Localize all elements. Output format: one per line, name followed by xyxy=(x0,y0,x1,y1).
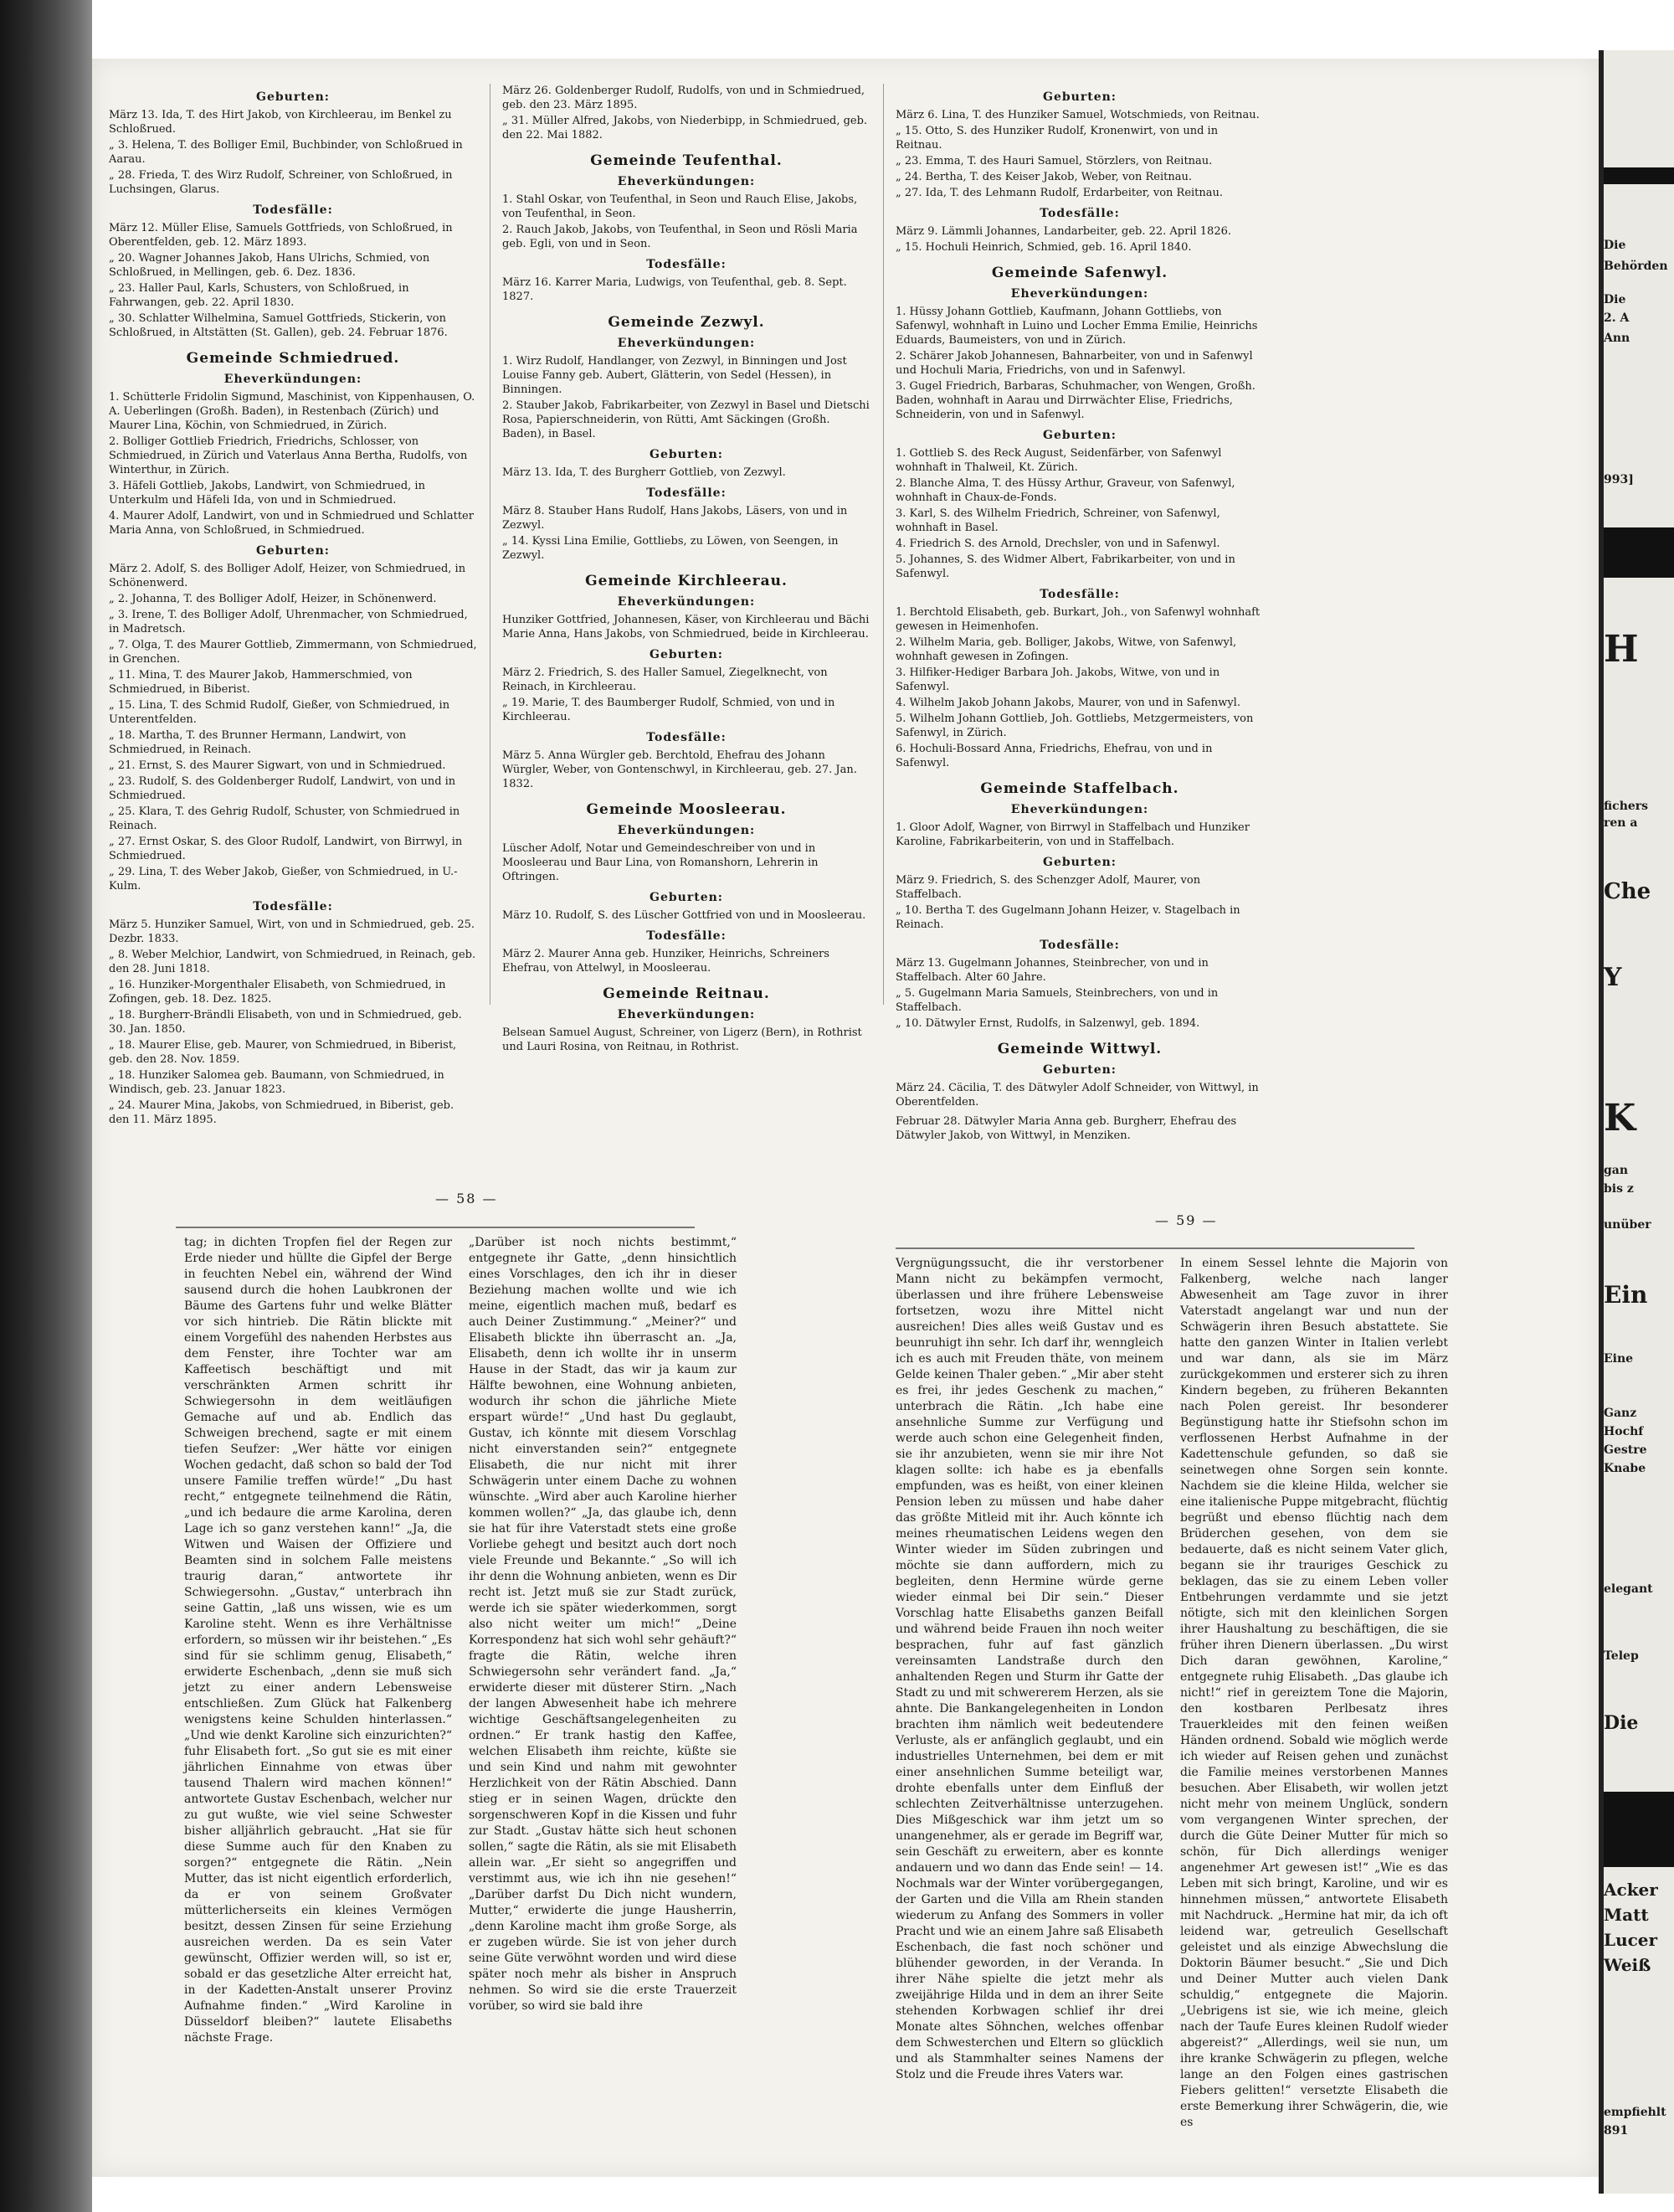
register-entry: 6. Hochuli-Bossard Anna, Friedrichs, Ehefrau, von und in Safenwyl. xyxy=(896,743,1213,769)
rule-right xyxy=(896,1247,1415,1249)
section-label: Todesfälle: xyxy=(1040,207,1120,220)
gemeinde-heading: Gemeinde Wittwyl. xyxy=(997,1041,1163,1057)
book-binding xyxy=(0,0,92,2212)
section-label: Eheverkündungen: xyxy=(223,373,362,386)
gemeinde-heading: Gemeinde Zezwyl. xyxy=(608,314,765,331)
strip-text: Hochf xyxy=(1604,1425,1644,1438)
register-entry: „ 18. Hunziker Salomea geb. Baumann, von Schmiedrued, in Windisch, geb. 23. Januar 1823. xyxy=(109,1069,444,1096)
register-entry: März 16. Karrer Maria, Ludwigs, von Teufenthal, geb. 8. Sept. 1827. xyxy=(502,276,847,303)
gemeinde-heading: Gemeinde Moosleerau. xyxy=(586,801,787,818)
register-entry: 4. Friedrich S. des Arnold, Drechsler, von und in Safenwyl. xyxy=(896,538,1220,550)
register-entry: „ 5. Gugelmann Maria Samuels, Steinbrechers, von und in Staffelbach. xyxy=(896,987,1219,1014)
register-entry: Belsean Samuel August, Schreiner, von Ligerz (Bern), in Rothrist und Lauri Rosina, von Reitnau, in Rothrist. xyxy=(502,1026,862,1053)
strip-text: 993] xyxy=(1604,473,1634,486)
entry-list xyxy=(502,354,870,441)
section-label: Todesfälle: xyxy=(646,929,727,943)
register-entry: „ 20. Wagner Johannes Jakob, Hans Ulrichs, Schmied, von Schloßrued, in Mellingen, geb. 6. Dez. 1836. xyxy=(109,252,430,279)
register-entry: „ 25. Klara, T. des Gehrig Rudolf, Schuster, von Schmiedrued in Reinach. xyxy=(109,805,460,832)
section-label: Geburten: xyxy=(1043,429,1117,442)
register-entry: „ 7. Olga, T. des Maurer Gottlieb, Zimmermann, von Schmiedrued, in Grenchen. xyxy=(109,639,477,666)
register-entry: Februar 28. Dätwyler Maria Anna geb. Burgherr, Ehefrau des Dätwyler Jakob, von Wittwyl, in Menziken. xyxy=(896,1115,1237,1142)
newspaper-page xyxy=(92,59,1599,2177)
register-entry: März 5. Anna Würgler geb. Berchtold, Ehefrau des Johann Würgler, Weber, von Gontenschwyl, in Kirchleerau, geb. 27. Jan. 1832. xyxy=(502,749,857,790)
register-entry: März 13. Ida, T. des Hirt Jakob, von Kirchleerau, im Benkel zu Schloßrued. xyxy=(109,109,452,136)
entry-list xyxy=(109,390,477,538)
register-entry: 1. Wirz Rudolf, Handlanger, von Zezwyl, in Binningen und Jost Louise Fanny geb. Aubert, Glätterin, von Sedel (Hessen), in Binningen. xyxy=(502,355,847,396)
register-column-3 xyxy=(896,84,1264,1145)
story-column-c: Vergnügungssucht, die ihr verstorbener Mann nicht zu bekämpfen vermocht, überlassen und ihre frühere Lebensweise fortsetzen, wozu ihre Mittel nicht ausreichen! Dies alles weiß Gustav und es beunruhigt ihn sehr. Ich darf ihr, wenngleich ich es auch mit Freuden thäte, von meinem Gelde keinen Thaler geben.“ „Mir aber steht es frei, ihr jedes Geschenk zu machen,“ unterbrach die Rätin. „Ich habe eine ansehnliche Summe zur Verfügung und werde auch schon eine Gelegenheit finden, sie ihr anzubieten, wenn sie mir ihre Not klagen sollte: ich habe es ja ebenfalls empfunden, was es heißt, von einer kleinen Pension leben zu müssen und habe daher das größte Mitleid mit ihr. Auch könnte ich meines rheumatischen Leidens wegen den Winter wieder im Süden zubringen und möchte sie dann auffordern, mich zu begleiten, denn Hermine würde gerne wieder einmal bei Dir sein.“ Dieser Vorschlag hatte Elisabeths ganzen Beifall und während beide Frauen ihn noch weiter besprachen, fuhr auf fast gänzlich vereinsamten Landstraße durch den anhaltenden Regen und Sturm ihr Gatte der Stadt zu und mit schwererem Herzen, als sie ahnte. Die Bankangelegenheiten in London brachten ihm nämlich weit bedeutendere Verluste, als er anfänglich geglaubt, und ein industrielles Unternehmen, bei dem er mit einer ansehnlichen Summe beteiligt war, drohte ebenfalls unter dem Einfluß der schlechten Zeitverhältnisse unterzugehen. Dies Mißgeschick war ihm jetzt um so unangenehmer, als er gerade im Begriff war, sein Geschäft zu erweitern, aber es konnte andauern und wo dann das Ende sein! — 14. Nochmals war der Winter vorübergegangen, der Garten und die Villa am Rhein standen wiederum zu Anfang des Sommers in voller Pracht und wie an einem Jahre saß Elisabeth Eschenbach, die fast noch schöner und blühender geworden, in der Veranda. In ihrer Nähe spielte die jetzt mehr als zweijährige Hilda und in dem an ihrer Seite stehenden Korbwagen schlief ihr drei Monate altes Söhnchen, welches offenbar dem Schwesterchen und Eltern so glücklich und als Stammhalter seines Namens der Stolz und die Freude ihres Vaters war. xyxy=(896,1257,1163,2081)
register-entry: März 9. Lämmli Johannes, Landarbeiter, geb. 22. April 1826. xyxy=(896,225,1231,238)
gemeinde-heading: Gemeinde Teufenthal. xyxy=(590,152,783,169)
section-label: Geburten: xyxy=(256,544,330,558)
entry-list xyxy=(502,193,870,251)
section-label: Todesfälle: xyxy=(646,258,727,271)
entry-list xyxy=(896,1081,1264,1109)
entry-list xyxy=(896,305,1264,422)
register-entry: 2. Bolliger Gottlieb Friedrich, Friedrichs, Schlosser, von Schmiedrued, in Zürich und Vaterlaus Anna Bertha, Rudolfs, von Winterthur, in Zürich. xyxy=(109,435,468,476)
register-entry: „ 18. Burgherr-Brändli Elisabeth, von und in Schmiedrued, geb. 30. Jan. 1850. xyxy=(109,1009,462,1036)
register-entry: 1. Hüssy Johann Gottlieb, Kaufmann, Johann Gottliebs, von Safenwyl, wohnhaft in Luino und Locher Emma Emilie, Heinrichs Eduards, Baumeisters, von und in Zürich. xyxy=(896,306,1258,347)
gemeinde-heading: Gemeinde Staffelbach. xyxy=(980,780,1179,797)
strip-text: Die xyxy=(1604,239,1626,252)
entry-list xyxy=(502,666,870,724)
register-entry: „ 16. Hunziker-Morgenthaler Elisabeth, von Schmiedrued, in Zofingen, geb. 18. Dez. 1825. xyxy=(109,979,446,1006)
entry-list xyxy=(109,918,477,1127)
entry-list xyxy=(109,221,477,340)
register-entry: 1. Berchtold Elisabeth, geb. Burkart, Joh., von Safenwyl wohnhaft gewesen in Heimenhofen. xyxy=(896,606,1261,633)
entry-list xyxy=(502,1026,870,1054)
entry-list xyxy=(502,748,870,791)
register-entry: 2. Rauch Jakob, Jakobs, von Teufenthal, in Seon und Rösli Maria geb. Egli, von und in Seon. xyxy=(502,224,858,250)
register-entry: „ 30. Schlatter Wilhelmina, Samuel Gottfrieds, Stickerin, von Schloßrued, in Altstätten (St. Gallen), geb. 24. Februar 1876. xyxy=(109,312,448,339)
section-label: Geburten: xyxy=(650,448,723,461)
register-entry: 3. Hilfiker-Hediger Barbara Joh. Jakobs, Witwe, von und in Safenwyl. xyxy=(896,666,1220,693)
section-label: Todesfälle: xyxy=(646,486,727,500)
register-entry: „ 18. Maurer Elise, geb. Maurer, von Schmiedrued, in Biberist, geb. den 28. Nov. 1859. xyxy=(109,1039,457,1066)
strip-text: 891 xyxy=(1604,2124,1629,2137)
register-entry: „ 29. Lina, T. des Weber Jakob, Gießer, von Schmiedrued, in U.-Kulm. xyxy=(109,866,458,893)
section-label: Eheverkündungen: xyxy=(617,595,756,609)
entry-list xyxy=(896,1114,1264,1143)
section-label: Todesfälle: xyxy=(253,203,333,217)
register-entry: 2. Schärer Jakob Johannesen, Bahnarbeiter, von und in Safenwyl und Hochuli Maria, Friedrichs, von und in Safenwyl. xyxy=(896,350,1253,377)
register-column-1 xyxy=(109,84,477,1129)
register-entry: „ 3. Irene, T. des Bolliger Adolf, Uhrenmacher, von Schmiedrued, in Madretsch. xyxy=(109,609,468,635)
strip-text: empfiehlt xyxy=(1604,2106,1666,2119)
register-entry: „ 27. Ida, T. des Lehmann Rudolf, Erdarbeiter, von Reitnau. xyxy=(896,187,1224,199)
strip-text: K xyxy=(1604,1097,1636,1139)
entry-list xyxy=(502,613,870,641)
page-number-right: — 59 — xyxy=(1155,1212,1218,1228)
section-label: Eheverkündungen: xyxy=(617,824,756,837)
register-entry: März 5. Hunziker Samuel, Wirt, von und in Schmiedrued, geb. 25. Dezbr. 1833. xyxy=(109,918,475,945)
register-entry: 4. Maurer Adolf, Landwirt, von und in Schmiedrued und Schlatter Maria Anna, von Schloßrued, in Schmiedrued. xyxy=(109,510,474,537)
gemeinde-heading: Gemeinde Schmiedrued. xyxy=(186,350,400,367)
section-label: Eheverkündungen: xyxy=(617,175,756,188)
next-page-edge xyxy=(1599,50,1674,2194)
register-entry: „ 27. Ernst Oskar, S. des Gloor Rudolf, Landwirt, von Birrwyl, in Schmiedrued. xyxy=(109,836,463,862)
strip-text: Ann xyxy=(1604,332,1630,345)
strip-text: Knabe xyxy=(1604,1462,1646,1475)
strip-text: Die xyxy=(1604,1712,1639,1734)
strip-text: Ganz xyxy=(1604,1407,1637,1420)
section-label: Todesfälle: xyxy=(1040,939,1120,952)
section-label: Geburten: xyxy=(650,648,723,661)
register-entry: „ 15. Otto, S. des Hunziker Rudolf, Kronenwirt, von und in Reitnau. xyxy=(896,125,1219,152)
entry-list xyxy=(502,275,870,304)
strip-text: unüber xyxy=(1604,1218,1651,1232)
section-label: Eheverkündungen: xyxy=(617,337,756,350)
section-label: Geburten: xyxy=(1043,90,1117,104)
register-entry: „ 23. Emma, T. des Hauri Samuel, Störzlers, von Reitnau. xyxy=(896,155,1213,167)
section-label: Geburten: xyxy=(1043,1063,1117,1077)
register-column-2 xyxy=(502,84,870,1056)
story-column-b: „Darüber ist noch nichts bestimmt,“ entgegnete ihr Gatte, „denn hinsichtlich eines Vorschlages, den ich ihr in dieser Beziehung machen wollte und wie ich meine, eigentlich machen muß, bedarf es auch Deiner Zustimmung.“ „Meiner?“ und Elisabeth blickte ihn überrascht an. „Ja, Elisabeth, denn ich wollte ihr in unserm Hause in der Stadt, das wir ja kaum zur Hälfte bewohnen, eine Wohnung anbieten, wodurch ihr schon die jährliche Miete erspart würde!“ „Und hast Du geglaubt, Gustav, ich könnte mit diesem Vorschlag nicht einverstanden sein?“ entgegnete Elisabeth, die nur nicht mit ihrer Schwägerin unter einem Dache zu wohnen wünschte. „Wird aber auch Karoline hierher kommen wollen?“ „Ja, das glaube ich, denn sie hat für ihre Vaterstadt stets eine große Vorliebe gehegt und besitzt auch dort noch viele Freunde und Bekannte.“ „So will ich ihr denn die Wohnung anbieten, wenn es Dir recht ist. Jetzt muß sie zur Stadt zurück, werde ich sie später wiederkommen, sorgt also nicht weiter um mich!“ „Deine Korrespondenz hat sich wohl sehr gehäuft?“ fragte die Rätin, welche ihren Schwiegersohn sehr verändert fand. „Ja,“ erwiderte dieser mit düsterer Stirn. „Nach der langen Abwesenheit habe ich mehrere wichtige Geschäftsangelegenheiten zu ordnen.“ Er trank hastig den Kaffee, welchen Elisabeth ihm reichte, küßte sie und sein Kind und nahm mit gewohnter Herzlichkeit von der Rätin Abschied. Dann stieg er in seinen Wagen, drückte den sorgenschweren Kopf in die Kissen und fuhr zur Stadt. „Gustav hätte sich heut schonen sollen,“ sagte die Rätin, als sie mit Elisabeth allein war. „Er sieht so angegriffen und verstimmt aus, wie ich ihn nie gesehen!“ „Darüber darfst Du Dich nicht wundern, Mutter,“ erwiderte die junge Hausherrin, „denn Karoline macht ihm große Sorge, als er zugeben würde. Sie ist von jeher durch seine Güte verwöhnt worden und wird diese später noch mehr als bisher in Anspruch nehmen. So wird sie die erste Trauerzeit vorüber, so wird sie bald ihre xyxy=(469,1236,737,2013)
gemeinde-heading: Gemeinde Kirchleerau. xyxy=(585,573,788,589)
register-entry: März 13. Gugelmann Johannes, Steinbrecher, von und in Staffelbach. Alter 60 Jahre. xyxy=(896,957,1209,984)
strip-text: Gestre xyxy=(1604,1443,1647,1457)
section-label: Geburten: xyxy=(1043,856,1117,869)
register-entry: März 8. Stauber Hans Rudolf, Hans Jakobs, Läsers, von und in Zezwyl. xyxy=(502,505,848,532)
register-entry: 4. Wilhelm Jakob Johann Jakobs, Maurer, von und in Safenwyl. xyxy=(896,697,1240,709)
register-entry: „ 3. Helena, T. des Bolliger Emil, Buchbinder, von Schloßrued in Aarau. xyxy=(109,139,463,166)
section-label: Todesfälle: xyxy=(1040,588,1120,601)
strip-bar xyxy=(1604,527,1674,578)
register-entry: Hunziker Gottfried, Johannesen, Käser, von Kirchleerau und Bächi Marie Anna, Hans Jakobs, von Schmiedrued, beide in Kirchleerau. xyxy=(502,614,870,640)
register-entry: „ 10. Dätwyler Ernst, Rudolfs, in Salzenwyl, geb. 1894. xyxy=(896,1017,1200,1030)
strip-text: Telep xyxy=(1604,1649,1639,1663)
register-entry: März 9. Friedrich, S. des Schenzger Adolf, Maurer, von Staffelbach. xyxy=(896,874,1201,901)
strip-text: Matt xyxy=(1604,1905,1649,1925)
register-entry: 1. Gottlieb S. des Reck August, Seidenfärber, von Safenwyl wohnhaft in Thalweil, Kt. Zürich. xyxy=(896,447,1222,474)
register-entry: „ 21. Ernst, S. des Maurer Sigwart, von und in Schmiedrued. xyxy=(109,759,446,772)
entry-list xyxy=(896,873,1264,932)
register-entry: „ 19. Marie, T. des Baumberger Rudolf, Schmied, von und in Kirchleerau. xyxy=(502,697,835,723)
column-rule xyxy=(883,84,884,1005)
strip-text: Ein xyxy=(1604,1281,1648,1309)
entry-list xyxy=(896,605,1264,770)
register-entry: 5. Johannes, S. des Widmer Albert, Fabrikarbeiter, von und in Safenwyl. xyxy=(896,553,1235,580)
register-entry: „ 14. Kyssi Lina Emilie, Gottliebs, zu Löwen, von Seengen, in Zezwyl. xyxy=(502,535,839,562)
strip-text: Weiß xyxy=(1604,1955,1651,1975)
strip-text: Acker xyxy=(1604,1880,1658,1900)
entry-list xyxy=(502,841,870,884)
entry-list xyxy=(502,84,870,142)
strip-text: Y xyxy=(1604,963,1622,992)
gemeinde-heading: Gemeinde Reitnau. xyxy=(603,985,770,1002)
strip-text: Che xyxy=(1604,879,1651,904)
register-entry: März 26. Goldenberger Rudolf, Rudolfs, von und in Schmiedrued, geb. den 23. März 1895. xyxy=(502,85,865,111)
section-label: Geburten: xyxy=(650,891,723,904)
strip-text: ren a xyxy=(1604,816,1638,830)
section-label: Todesfälle: xyxy=(253,900,333,913)
register-entry: März 10. Rudolf, S. des Lüscher Gottfried von und in Moosleerau. xyxy=(502,909,866,922)
register-entry: 2. Stauber Jakob, Fabrikarbeiter, von Zezwyl in Basel und Dietschi Rosa, Papierschneiderin, von Rütti, Amt Säckingen (Großh. Baden), in Basel. xyxy=(502,399,870,440)
entry-list xyxy=(896,108,1264,200)
register-entry: Lüscher Adolf, Notar und Gemeindeschreiber von und in Moosleerau und Baur Lina, von Romanshorn, Lehrerin in Oftringen. xyxy=(502,842,819,883)
register-entry: 1. Stahl Oskar, von Teufenthal, in Seon und Rauch Elise, Jakobs, von Teufenthal, in Seon. xyxy=(502,193,858,220)
entry-list xyxy=(502,504,870,563)
register-entry: „ 28. Frieda, T. des Wirz Rudolf, Schreiner, von Schloßrued, in Luchsingen, Glarus. xyxy=(109,169,453,196)
strip-text: H xyxy=(1604,628,1639,671)
register-entry: „ 15. Lina, T. des Schmid Rudolf, Gießer, von Schmiedrued, in Unterentfelden. xyxy=(109,699,450,726)
entry-list xyxy=(896,820,1264,849)
register-entry: 3. Häfeli Gottlieb, Jakobs, Landwirt, von Schmiedrued, in Unterkulm und Häfeli Ida, von und in Schmiedrued. xyxy=(109,480,425,507)
strip-text: bis z xyxy=(1604,1182,1634,1196)
register-entry: 5. Wilhelm Johann Gottlieb, Joh. Gottliebs, Metzgermeisters, von Safenwyl, in Zürich. xyxy=(896,712,1254,739)
register-entry: März 2. Maurer Anna geb. Hunziker, Heinrichs, Schreiners Ehefrau, von Attelwyl, in Moosleerau. xyxy=(502,948,829,975)
entry-list xyxy=(109,562,477,893)
register-entry: „ 2. Johanna, T. des Bolliger Adolf, Heizer, in Schönenwerd. xyxy=(109,593,437,605)
register-entry: März 12. Müller Elise, Samuels Gottfrieds, von Schloßrued, in Oberentfelden, geb. 12. März 1893. xyxy=(109,222,453,249)
register-entry: März 2. Friedrich, S. des Haller Samuel, Ziegelknecht, von Reinach, in Kirchleerau. xyxy=(502,666,828,693)
rule-left xyxy=(176,1227,695,1228)
register-entry: März 6. Lina, T. des Hunziker Samuel, Wotschmieds, von Reitnau. xyxy=(896,109,1260,121)
entry-list xyxy=(896,956,1264,1031)
section-label: Eheverkündungen: xyxy=(1010,287,1149,301)
story-column-a: tag; in dichten Tropfen fiel der Regen zur Erde nieder und hüllte die Gipfel der Berge in feuchten Nebel ein, während der Wind sausend durch die hohen Laubkronen der Bäume des Gartens fuhr und welke Blätter vor sich hintrieb. Die Rätin blickte mit einem Vorgefühl des nahenden Herbstes aus dem Fenster, ihre Tochter war am Kaffeetisch beschäftigt und mit verschränkten Armen schritt ihr Schwiegersohn in dem weitläufigen Gemache auf und ab. Endlich das Schweigen brechend, sagte er mit einem tiefen Seufzer: „Wer hätte vor einigen Wochen gedacht, daß schon so bald der Tod unsere Familie treffen würde!“ „Du hast recht,“ entgegnete teilnehmend die Rätin, „und ich bedaure die arme Karolina, deren Lage ich so ganz verstehen kann!“ „Ja, die Witwen und Waisen der Offiziere und Beamten sind in solchem Falle meistens traurig daran,“ antwortete ihr Schwiegersohn. „Gustav,“ unterbrach ihn seine Gattin, „laß uns wissen, wie es um Karoline steht. Wenn es ihre Verhältnisse erfordern, so müssen wir ihr beistehen.“ „Es sind für sie schlimm genug, Elisabeth,“ erwiderte Eschenbach, „denn sie muß sich jetzt zu einer andern Lebensweise entschließen. Zum Glück hat Falkenberg wenigstens keine Schulden hinterlassen.“ „Und wie denkt Karoline sich einzurichten?“ fuhr Elisabeth fort. „So gut sie es mit einer jährlichen Einnahme von etwas über tausend Thalern wird machen können!“ antwortete Gustav Eschenbach, welcher nur zu gut wußte, wie viel seine Schwester bisher alljährlich gebraucht. „Hat sie für diese Summe auch für den Knaben zu sorgen?“ entgegnete die Rätin. „Nein Mutter, das ist nicht eigentlich erforderlich, da er von seinem Großvater mütterlicherseits ein kleines Vermögen besitzt, dessen Zinsen für seine Erziehung ausreichen werden. Da es sein Vater gewünscht, Offizier werden will, so ist er, sobald er das gesetzliche Alter erreicht hat, in der Kadetten-Anstalt unserer Provinz Aufnahme finden.“ „Wird Karoline in Düsseldorf bleiben?“ lautete Elisabeths nächste Frage. xyxy=(184,1236,452,2045)
gemeinde-heading: Gemeinde Safenwyl. xyxy=(991,265,1168,281)
strip-bar xyxy=(1604,167,1674,184)
entry-list xyxy=(502,947,870,975)
entry-list xyxy=(502,466,870,480)
register-entry: 1. Schütterle Fridolin Sigmund, Maschinist, von Kippenhausen, O. A. Ueberlingen (Großh. Baden), in Restenbach (Zürich) und Maurer Lina, Köchin, von Schmiedrued, in Zürich. xyxy=(109,391,475,432)
register-entry: „ 15. Hochuli Heinrich, Schmied, geb. 16. April 1840. xyxy=(896,241,1192,254)
story-column-d: In einem Sessel lehnte die Majorin von Falkenberg, welche nach langer Abwesenheit am Tage zuvor in ihrer Vaterstadt angelangt war und nun der Schwägerin ihren Besuch abstattete. Sie hatte den ganzen Winter in Italien verlebt und war dann, als sie im März zurückgekommen und ersterer sich zu ihren Kindern begeben, zu früheren Bekannten nach Polen gereist. Ihr besonderer Begünstigung hatte ihr Stiefsohn schon im verflossenen Herbst Aufnahme in der Kadettenschule gefunden, so daß sie seinetwegen ohne Sorgen sein konnte. Nachdem sie die kleine Hilda, welcher sie eine italienische Puppe mitgebracht, flüchtig begrüßt und ebenso flüchtig nach dem Brüderchen gesehen, von dem sie bedauerte, daß es nicht seinem Vater glich, begann sie ihr trauriges Geschick zu beklagen, das sie zu einem Leben voller Entbehrungen verdammte und sie jetzt nötigte, sich mit den kleinlichen Sorgen ihrer Haushaltung zu beschäftigen, die sie früher ihren Dienern überlassen. „Du wirst Dich daran gewöhnen, Karoline,“ entgegnete ruhig Elisabeth. „Das glaube ich nicht!“ rief in gereiztem Tone die Majorin, den kostbaren Perlbesatz ihres Trauerkleides mit den feinen weißen Händen ordnend. Sobald wie möglich werde ich wieder auf Reisen gehen und zunächst die Familie meines verstorbenen Mannes besuchen. Aber Elisabeth, wir wollen jetzt nicht mehr von meinem Unglück, sondern vom vergangenen Winter sprechen, der durch die Güte Deiner Mutter für mich so schön, für Dich allerdings weniger angenehmer Art gewesen ist!“ „Wie es das Leben mit sich bringt, Karoline, und wir es hinnehmen müssen,“ antwortete Elisabeth mit Nachdruck. „Hermine hat mir, da ich oft leidend war, getreulich Gesellschaft geleistet und als einzige Abwechslung die Doktorin Bäumer besucht.“ „Sie und Dich und Deiner Mutter auch vielen Dank schuldig,“ entgegnete die Majorin. „Uebrigens ist sie, wie ich meine, gleich nach der Taufe Eures kleinen Rudolf wieder abgereist?“ „Allerdings, weil sie nun, um ihre kranke Schwägerin zu pflegen, welche lange an den Folgen eines gastrischen Fiebers gelitten!“ versetzte Elisabeth die erste Bemerkung ihrer Schwägerin, die, wie es xyxy=(1180,1257,1448,2129)
register-entry: „ 8. Weber Melchior, Landwirt, von Schmiedrued, in Reinach, geb. den 28. Juni 1818. xyxy=(109,949,476,975)
strip-text: Eine xyxy=(1604,1352,1634,1366)
section-label: Geburten: xyxy=(256,90,330,104)
register-entry: „ 24. Maurer Mina, Jakobs, von Schmiedrued, in Biberist, geb. den 11. März 1895. xyxy=(109,1099,454,1126)
register-entry: „ 24. Bertha, T. des Keiser Jakob, Weber, von Reitnau. xyxy=(896,171,1192,183)
strip-text: Behörden xyxy=(1604,260,1668,273)
strip-text: gan xyxy=(1604,1164,1629,1177)
strip-text: 2. A xyxy=(1604,311,1630,325)
entry-list xyxy=(109,108,477,197)
register-entry: „ 18. Martha, T. des Brunner Hermann, Landwirt, von Schmiedrued, in Reinach. xyxy=(109,729,407,756)
register-entry: 2. Wilhelm Maria, geb. Bolliger, Jakobs, Witwe, von Safenwyl, wohnhaft gewesen in Zofingen. xyxy=(896,636,1237,663)
strip-bar xyxy=(1604,1792,1674,1867)
register-entry: 2. Blanche Alma, T. des Hüssy Arthur, Graveur, von Safenwyl, wohnhaft in Chaux-de-Fonds. xyxy=(896,477,1235,504)
section-label: Todesfälle: xyxy=(646,731,727,744)
register-entry: „ 23. Rudolf, S. des Goldenberger Rudolf, Landwirt, von und in Schmiedrued. xyxy=(109,775,456,802)
strip-text: Die xyxy=(1604,293,1626,306)
register-entry: März 13. Ida, T. des Burgherr Gottlieb, von Zezwyl. xyxy=(502,466,786,479)
strip-text: fichers xyxy=(1604,800,1649,813)
entry-list xyxy=(896,446,1264,581)
register-entry: 3. Karl, S. des Wilhelm Friedrich, Schreiner, von Safenwyl, wohnhaft in Basel. xyxy=(896,507,1220,534)
entry-list xyxy=(502,908,870,923)
register-entry: 3. Gugel Friedrich, Barbaras, Schuhmacher, von Wengen, Großh. Baden, wohnhaft in Aarau und Dirrwächter Elise, Friedrichs, Schneiderin, von und in Safenwyl. xyxy=(896,380,1256,421)
register-entry: „ 10. Bertha T. des Gugelmann Johann Heizer, v. Stagelbach in Reinach. xyxy=(896,904,1240,931)
register-entry: „ 11. Mina, T. des Maurer Jakob, Hammerschmied, von Schmiedrued, in Biberist. xyxy=(109,669,413,696)
register-entry: „ 23. Haller Paul, Karls, Schusters, von Schloßrued, in Fahrwangen, geb. 22. April 1830. xyxy=(109,282,409,309)
strip-text: elegant xyxy=(1604,1582,1653,1596)
register-entry: „ 31. Müller Alfred, Jakobs, von Niederbipp, in Schmiedrued, geb. den 22. Mai 1882. xyxy=(502,115,868,141)
entry-list xyxy=(896,224,1264,255)
register-entry: März 2. Adolf, S. des Bolliger Adolf, Heizer, von Schmiedrued, in Schönenwerd. xyxy=(109,563,466,589)
register-entry: März 24. Cäcilia, T. des Dätwyler Adolf Schneider, von Wittwyl, in Oberentfelden. xyxy=(896,1082,1259,1109)
section-label: Eheverkündungen: xyxy=(1010,803,1149,816)
strip-text: Lucer xyxy=(1604,1930,1658,1950)
section-label: Eheverkündungen: xyxy=(617,1008,756,1021)
page-number-left: — 58 — xyxy=(435,1191,498,1206)
register-entry: 1. Gloor Adolf, Wagner, von Birrwyl in Staffelbach und Hunziker Karoline, Fabrikarbeiterin, von und in Staffelbach. xyxy=(896,821,1250,848)
